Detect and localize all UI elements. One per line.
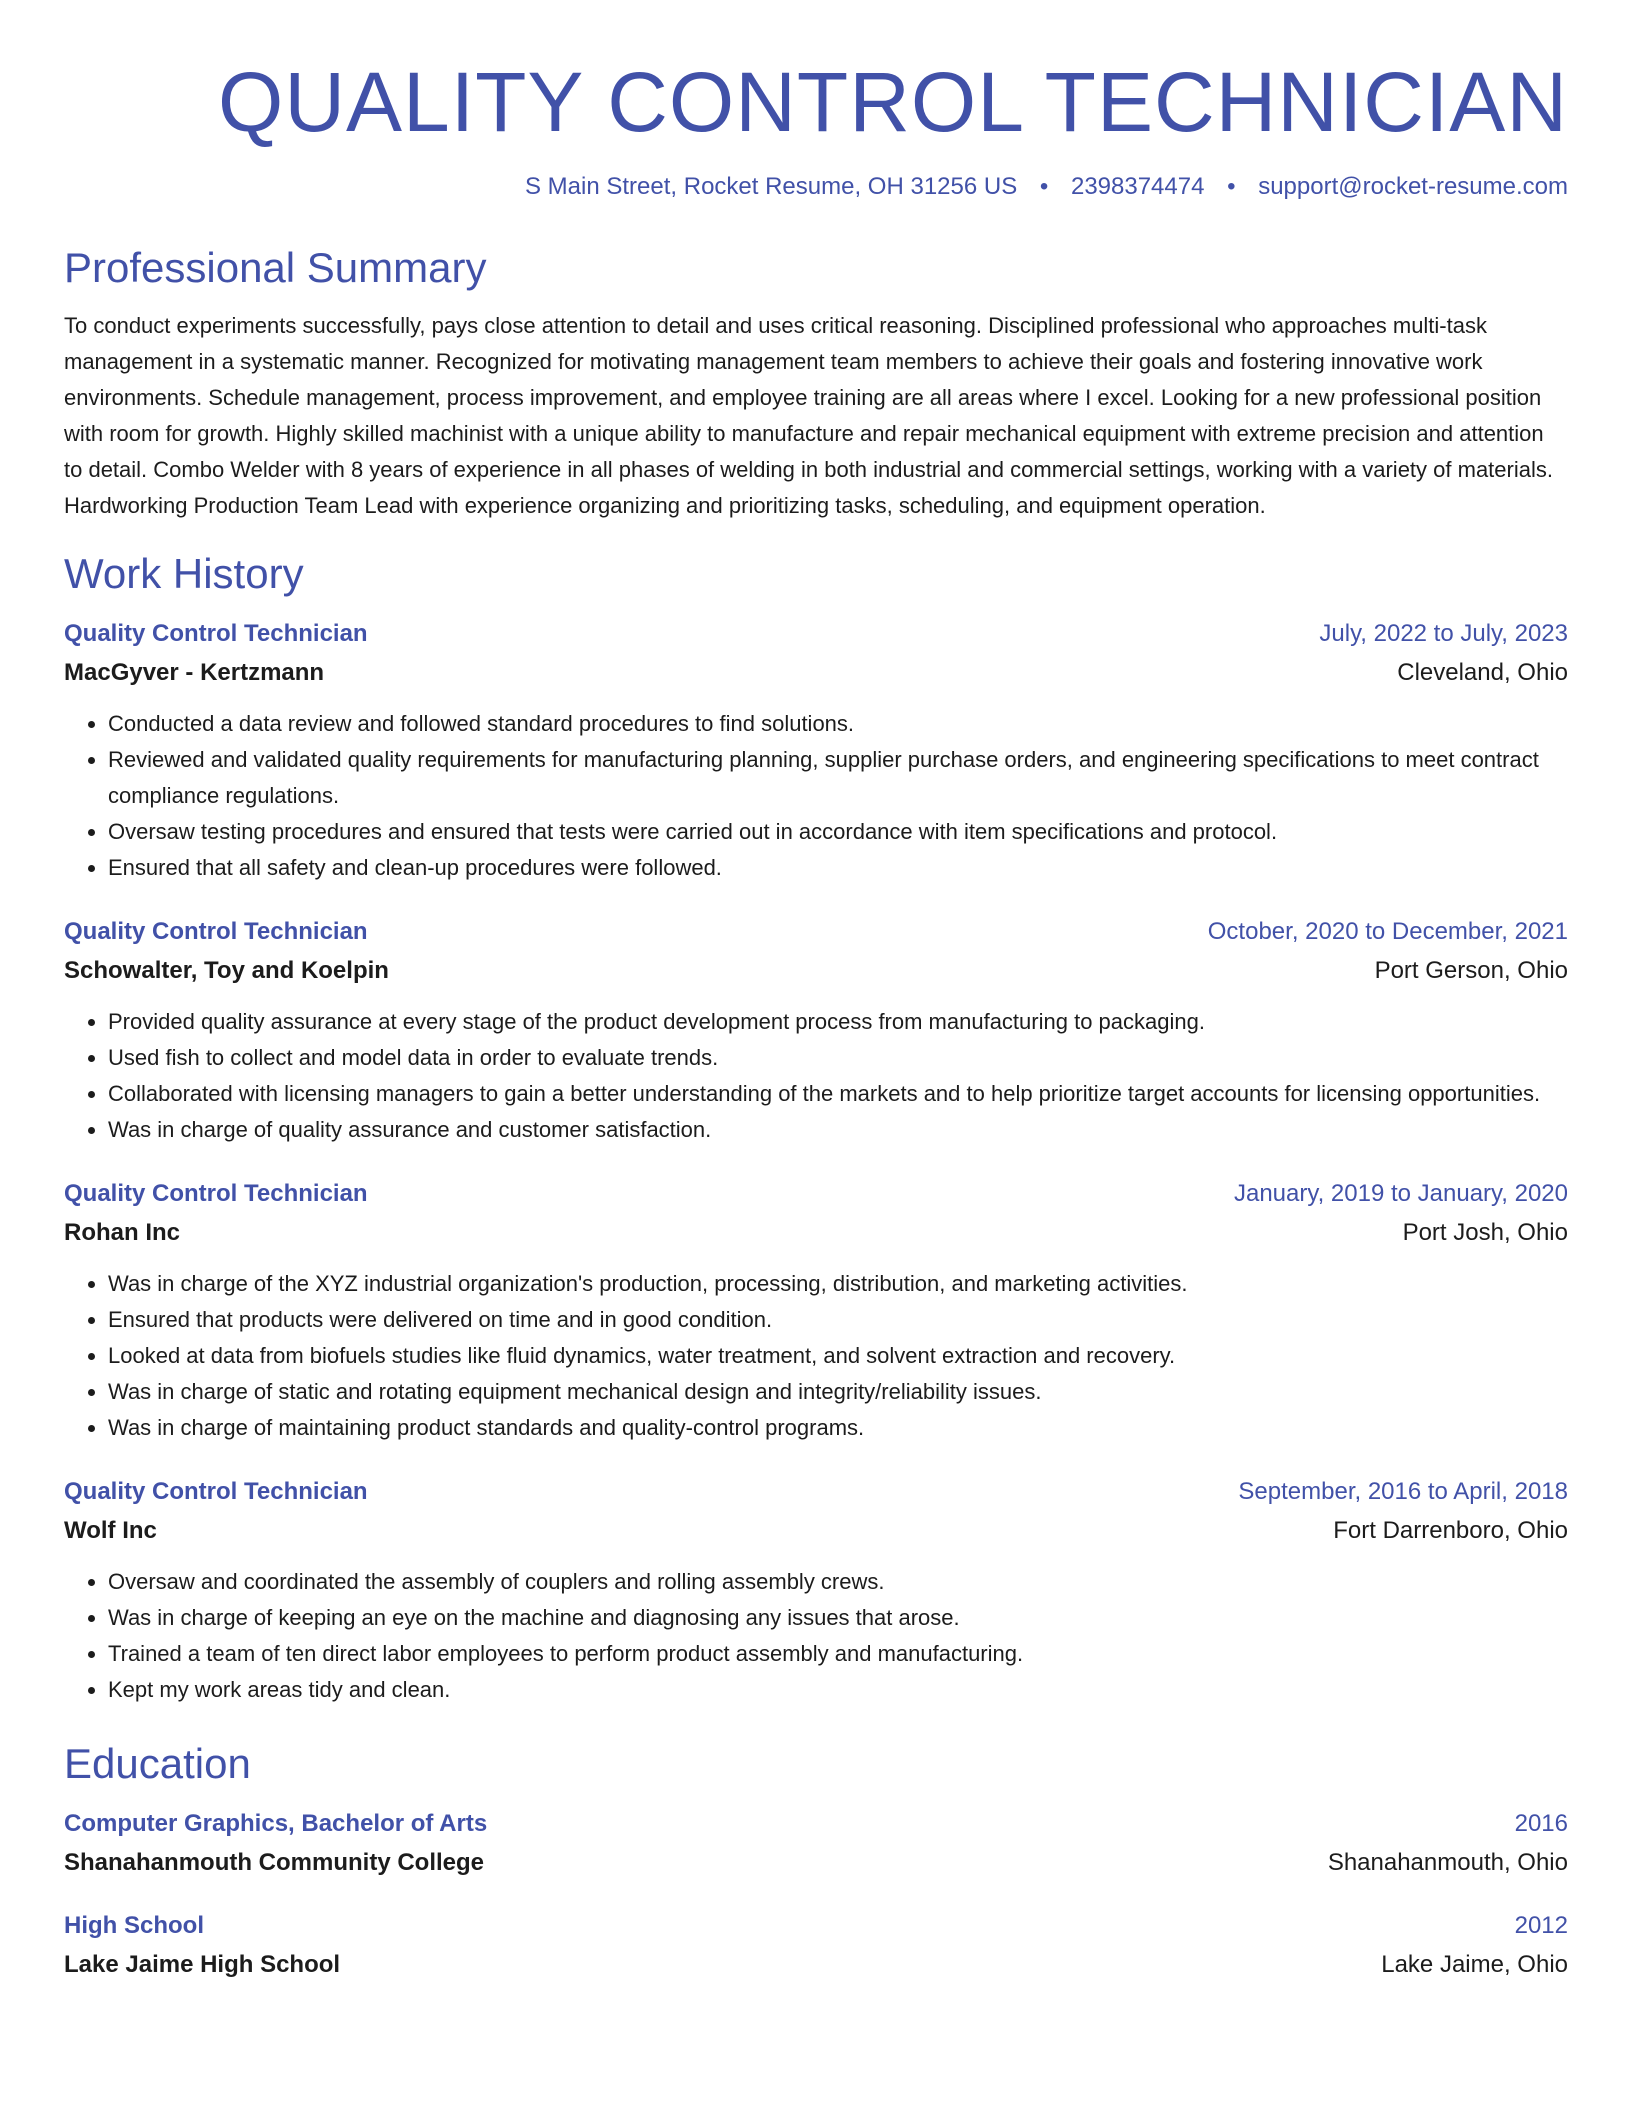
education-entry-subheader bbox=[64, 1846, 1568, 1880]
job-title: Quality Control Technician bbox=[64, 1478, 368, 1505]
section-title-summary: Professional Summary bbox=[64, 244, 487, 291]
summary-text: To conduct experiments successfully, pays close attention to detail and uses critical reasoning. Disciplined professional who approaches multi-task management in a systematic manner. Recognized for motivating management team members to achieve their goals and fostering innovative work environments. Schedule management, process improvement, and employee training are all areas where I excel. Looking for a new professional position with room for growth. Highly skilled machinist with a unique ability to manufacture and repair mechanical equipment with extreme precision and attention to detail. Combo Welder with 8 years of experience in all phases of welding in both industrial and commercial settings, working with a variety of materials. Hardworking Production Team Lead with experience organizing and prioritizing tasks, scheduling, and equipment operation. bbox=[64, 313, 1553, 518]
job-bullet: • Conducted a data review and followed standard procedures to find solutions. bbox=[108, 706, 1568, 742]
work-entry bbox=[64, 1178, 1568, 1446]
job-title: Quality Control Technician bbox=[64, 620, 368, 647]
phone-text: 2398374474 bbox=[1070, 173, 1205, 200]
school-name: Shanahanmouth Community College bbox=[64, 1849, 485, 1876]
job-location: Port Josh, Ohio bbox=[1402, 1219, 1568, 1246]
email-link[interactable]: support@rocket-resume.com bbox=[1258, 173, 1568, 200]
job-bullet: • Provided quality assurance at every stage of the product development process from manufacturing to packaging. bbox=[108, 1004, 1568, 1040]
work-entry-header bbox=[64, 1476, 1568, 1508]
education-entry-header bbox=[64, 1808, 1568, 1840]
job-bullet: • Was in charge of quality assurance and customer satisfaction. bbox=[108, 1112, 1568, 1148]
job-bullet: • Oversaw and coordinated the assembly of couplers and rolling assembly crews. bbox=[108, 1564, 1568, 1600]
section-title-education: Education bbox=[64, 1740, 251, 1787]
job-location: Cleveland, Ohio bbox=[1397, 659, 1568, 686]
job-location: Fort Darrenboro, Ohio bbox=[1333, 1517, 1568, 1544]
work-entry bbox=[64, 618, 1568, 886]
job-dates: July, 2022 to July, 2023 bbox=[1319, 620, 1568, 647]
job-bullet: • Collaborated with licensing managers to gain a better understanding of the markets and to help prioritize target accounts for licensing opportunities. bbox=[108, 1076, 1568, 1112]
job-bullet: • Was in charge of keeping an eye on the machine and diagnosing any issues that arose. bbox=[108, 1600, 1568, 1636]
job-bullet: • Kept my work areas tidy and clean. bbox=[108, 1672, 1568, 1708]
separator-dot: • bbox=[1039, 173, 1049, 200]
job-bullet: • Was in charge of the XYZ industrial organization's production, processing, distribution, and marketing activities. bbox=[108, 1266, 1568, 1302]
job-bullet: • Trained a team of ten direct labor employees to perform product assembly and manufacturing. bbox=[108, 1636, 1568, 1672]
job-bullet: • Reviewed and validated quality requirements for manufacturing planning, supplier purchase orders, and engineering specifications to meet contract compliance regulations. bbox=[108, 742, 1568, 814]
company-name: Rohan Inc bbox=[64, 1219, 181, 1246]
school-location: Shanahanmouth, Ohio bbox=[1327, 1849, 1568, 1876]
address-text: S Main Street, Rocket Resume, OH 31256 US bbox=[525, 173, 1018, 200]
job-bullet-list bbox=[64, 1266, 1568, 1446]
job-bullet: • Was in charge of static and rotating equipment mechanical design and integrity/reliability issues. bbox=[108, 1374, 1568, 1410]
contact-line bbox=[64, 170, 1568, 204]
separator-dot: • bbox=[1227, 173, 1236, 200]
degree-title: Computer Graphics, Bachelor of Arts bbox=[64, 1810, 488, 1837]
work-entry bbox=[64, 916, 1568, 1148]
job-bullet: • Was in charge of maintaining product standards and quality-control programs. bbox=[108, 1410, 1568, 1446]
job-location: Port Gerson, Ohio bbox=[1374, 957, 1568, 984]
job-dates: October, 2020 to December, 2021 bbox=[1207, 918, 1568, 945]
work-entry-header bbox=[64, 1178, 1568, 1210]
job-bullet: • Ensured that all safety and clean-up procedures were followed. bbox=[108, 850, 1568, 886]
work-entry bbox=[64, 1476, 1568, 1708]
work-entry-subheader bbox=[64, 656, 1568, 690]
resume-page bbox=[64, 0, 1568, 1982]
education-section bbox=[64, 1738, 1568, 1982]
job-dates: September, 2016 to April, 2018 bbox=[1238, 1478, 1568, 1505]
graduation-year: 2016 bbox=[1514, 1810, 1568, 1837]
job-dates: January, 2019 to January, 2020 bbox=[1233, 1180, 1568, 1207]
job-bullet-list bbox=[64, 706, 1568, 886]
resume-header bbox=[64, 52, 1568, 204]
work-entry-subheader bbox=[64, 1514, 1568, 1548]
work-entry-header bbox=[64, 916, 1568, 948]
education-entry-header bbox=[64, 1910, 1568, 1942]
degree-title: High School bbox=[64, 1912, 204, 1939]
education-entry bbox=[64, 1808, 1568, 1880]
education-entry bbox=[64, 1910, 1568, 1982]
job-bullet: • Used fish to collect and model data in order to evaluate trends. bbox=[108, 1040, 1568, 1076]
job-bullet-list bbox=[64, 1564, 1568, 1708]
work-entry-header bbox=[64, 618, 1568, 650]
graduation-year: 2012 bbox=[1514, 1912, 1568, 1939]
job-title: Quality Control Technician bbox=[64, 918, 368, 945]
work-entry-subheader bbox=[64, 1216, 1568, 1250]
candidate-name: QUALITY CONTROL TECHNICIAN bbox=[218, 55, 1568, 149]
job-bullet: • Oversaw testing procedures and ensured that tests were carried out in accordance with item specifications and protocol. bbox=[108, 814, 1568, 850]
company-name: Schowalter, Toy and Koelpin bbox=[64, 957, 389, 984]
work-entry-subheader bbox=[64, 954, 1568, 988]
job-bullet: • Looked at data from biofuels studies like fluid dynamics, water treatment, and solvent extraction and recovery. bbox=[108, 1338, 1568, 1374]
job-bullet: • Ensured that products were delivered on time and in good condition. bbox=[108, 1302, 1568, 1338]
work-history-section bbox=[64, 548, 1568, 1708]
company-name: MacGyver - Kertzmann bbox=[64, 659, 325, 686]
school-location: Lake Jaime, Ohio bbox=[1381, 1951, 1568, 1978]
school-name: Lake Jaime High School bbox=[64, 1951, 341, 1978]
section-title-work-history: Work History bbox=[64, 550, 304, 597]
job-bullet-list bbox=[64, 1004, 1568, 1148]
summary-section bbox=[64, 242, 1568, 524]
job-title: Quality Control Technician bbox=[64, 1180, 368, 1207]
company-name: Wolf Inc bbox=[64, 1517, 157, 1544]
education-entry-subheader bbox=[64, 1948, 1568, 1982]
